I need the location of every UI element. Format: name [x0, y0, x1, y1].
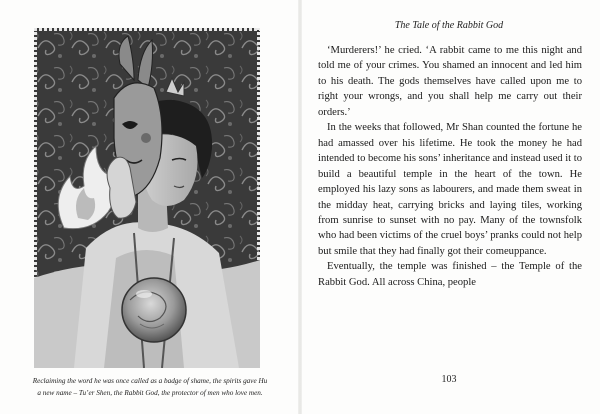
- illustration-caption: [22, 376, 278, 399]
- page-number: 103: [441, 374, 457, 385]
- illustration-artwork: [34, 28, 260, 368]
- caption-line: Reclaiming the word he was once called as a badge of shame, the spirits gave Hu: [32, 377, 268, 385]
- book-gutter: [298, 0, 302, 414]
- body-text: [318, 43, 582, 290]
- paragraph: Eventually, the temple was finished – the Temple of the Rabbit God. All across China, people: [318, 261, 582, 288]
- running-head: The Tale of the Rabbit God: [394, 20, 504, 31]
- caption-line: a new name – Tu’er Shen, the Rabbit God, the protector of men who love men.: [37, 388, 263, 397]
- illustration-rabbit-god: [34, 28, 260, 368]
- paragraph: In the weeks that followed, Mr Shan counted the fortune he had amassed over his lifetime. He took the money he had intended to become his sons’ inheritance and instead used it to build a beautiful temple in the heart of the town. He employed his lazy sons as labourers, and made them sweat in the midday heat, carrying bricks and laying tiles, working from sunrise to sunset with no pay. Many of the townsfolk who had been victims of the cruel boys’ pranks could not help but smile that they had finally got their comeuppance.: [318, 122, 582, 257]
- paragraph: ‘Murderers!’ he cried. ‘A rabbit came to me this night and told me of your crimes. You shamed an innocent and led him to his death. The gods themselves have called upon me to right your wrongs, and you shall help me carry out their orders.’: [318, 45, 582, 118]
